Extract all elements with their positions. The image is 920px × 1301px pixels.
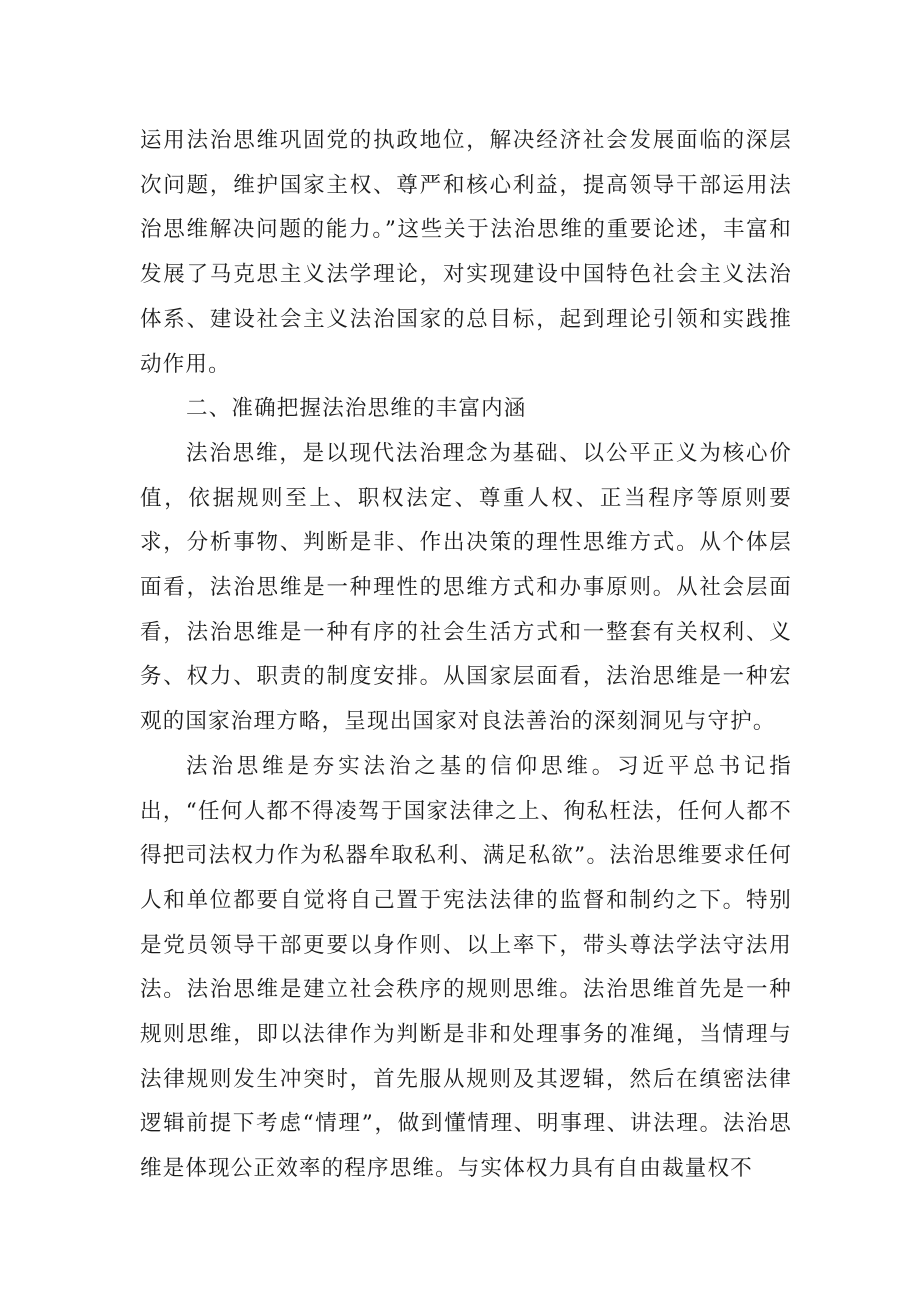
paragraph-definition: 法治思维，是以现代法治理念为基础、以公平正义为核心价值，依据规则至上、职权法定、尊重人权、正当程序等原则要求，分析事物、判断是非、作出决策的理性思维方式。从个体层面看，法治思维是一种理性的思维方式和办事原则。从社会层面看，法治思维是一种有序的社会生活方式和一整套有关权利、义务、权力、职责的制度安排。从国家层面看，法治思维是一种宏观的国家治理方略，呈现出国家对良法善治的深刻洞见与守护。 (140, 440, 792, 735)
section-heading: 二、准确把握法治思维的丰富内涵 (186, 396, 527, 422)
paragraph-thinking-types: 法治思维是夯实法治之基的信仰思维。习近平总书记指出，“任何人都不得凌驾于国家法律之上、徇私枉法，任何人都不得把司法权力作为私器牟取私利、满足私欲”。法治思维要求任何人和单位都要自觉将自己置于宪法法律的监督和制约之下。特别是党员领导干部更要以身作则、以上率下，带头尊法学法守法用法。法治思维是建立社会秩序的规则思维。法治思维首先是一种规则思维，即以法律作为判断是非和处理事务的准绳，当情理与法律规则发生冲突时，首先服从规则及其逻辑，然后在缜密法律逻辑前提下考虑“情理”，做到懂情理、明事理、讲法理。法治思维是体现公正效率的程序思维。与实体权力具有自由裁量权不 (140, 753, 792, 1182)
body-text (140, 119, 792, 1192)
paragraph-continuation: 运用法治思维巩固党的执政地位，解决经济社会发展面临的深层次问题，维护国家主权、尊严和核心利益，提高领导干部运用法治思维解决问题的能力。”这些关于法治思维的重要论述，丰富和发展了马克思主义法学理论，对实现建设中国特色社会主义法治体系、建设社会主义法治国家的总目标，起到理论引领和实践推动作用。 (140, 128, 792, 377)
